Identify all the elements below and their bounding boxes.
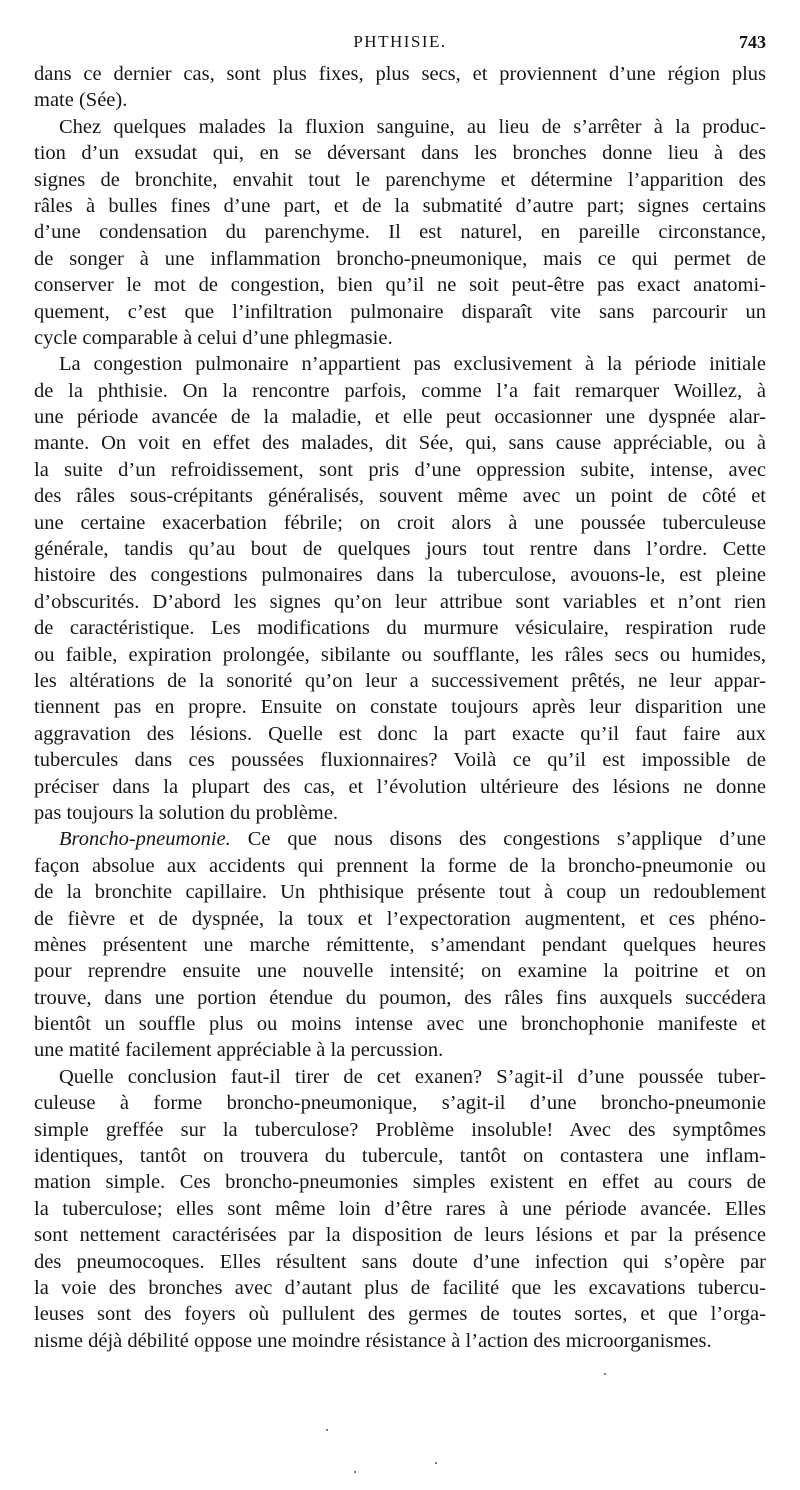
paragraph <box>34 1064 766 1354</box>
text-line: pas toujours la solution du problème. <box>34 801 339 824</box>
text-line: de songer à une inflammation broncho-pneumonique, mais ce qui permet de <box>34 247 766 270</box>
text-line: la suite d’un refroidissement, sont pris d’une oppression subite, intense, avec <box>34 458 766 481</box>
text-line: culeuse à forme broncho-pneumonique, s’agit-il d’une broncho-pneumonie <box>34 1092 766 1115</box>
text-run: Ce que nous disons des congestions s’applique d’une <box>230 828 766 851</box>
text-line: râles à bulles fines d’une part, et de la submatité d’autre part; signes certains <box>34 194 766 217</box>
text-line: ou faible, expiration prolongée, sibilante ou soufflante, les râles secs ou humides, <box>34 643 766 666</box>
text-line: histoire des congestions pulmonaires dans la tuberculose, avouons-le, est pleine <box>34 564 766 587</box>
text-line: simple greffée sur la tuberculose? Problème insoluble! Avec des symptômes <box>34 1118 766 1141</box>
section-heading-inline: Broncho-pneumonie. <box>59 828 231 851</box>
text-line <box>34 826 766 852</box>
text-line: générale, tandis qu’au bout de quelques jours tout rentre dans l’ordre. Cette <box>34 538 766 561</box>
text-line: pour reprendre ensuite une nouvelle intensité; on examine la poitrine et on <box>34 960 766 983</box>
text-line: d’une condensation du parenchyme. Il est naturel, en pareille circonstance, <box>34 221 766 244</box>
text-line: sont nettement caractérisées par la disposition de leurs lésions et par la présence <box>34 1224 766 1247</box>
text-line: mènes présentent une marche rémittente, s’amendant pendant quelques heures <box>34 933 766 956</box>
paragraph <box>34 61 766 114</box>
text-line: une période avancée de la maladie, et elle peut occasionner une dyspnée alar- <box>34 406 766 429</box>
text-line: identiques, tantôt on trouvera du tubercule, tantôt on contastera une inflam- <box>34 1145 766 1168</box>
text-line: la tuberculose; elles sont même loin d’être rares à une période avancée. Elles <box>34 1197 766 1220</box>
text-line: La congestion pulmonaire n’appartient pas exclusivement à la période initiale <box>59 353 766 376</box>
text-line: tion d’un exsudat qui, en se déversant dans les bronches donne lieu à des <box>34 142 766 165</box>
text-line: conserver le mot de congestion, bien qu’il ne soit peut-être pas exact anatomi- <box>34 274 766 297</box>
text-line: signes de bronchite, envahit tout le parenchyme et détermine l’apparition des <box>34 168 766 191</box>
scan-speck <box>604 1373 606 1375</box>
text-line: leuses sont des foyers où pullulent des germes de toutes sortes, et que l’orga- <box>34 1303 766 1326</box>
page-number: 743 <box>739 32 766 52</box>
paragraph <box>34 114 766 352</box>
text-line: d’obscurités. D’abord les signes qu’on leur attribue sont variables et n’ont rien <box>34 590 766 613</box>
text-line: bientôt un souffle plus ou moins intense avec une bronchophonie manifeste et <box>34 1013 766 1036</box>
page-header <box>34 32 766 56</box>
scan-speck <box>326 1429 328 1431</box>
text-line: des pneumocoques. Elles résultent sans doute d’une infection qui s’opère par <box>34 1250 766 1273</box>
text-line: les altérations de la sonorité qu’on leur a successivement prêtés, ne leur appar- <box>34 669 766 692</box>
text-line: façon absolue aux accidents qui prennent la forme de la broncho-pneumonie ou <box>34 854 766 877</box>
text-line: préciser dans la plupart des cas, et l’évolution ultérieure des lésions ne donne <box>34 775 766 798</box>
text-line: tubercules dans ces poussées fluxionnaires? Voilà ce qu’il est impossible de <box>34 749 766 772</box>
text-line: mate (Sée). <box>34 89 128 112</box>
text-line: aggravation des lésions. Quelle est donc la part exacte qu’il faut faire aux <box>34 722 766 745</box>
text-line: une certaine exacerbation fébrile; on croit alors à une poussée tuberculeuse <box>34 511 766 534</box>
text-line: quement, c’est que l’infiltration pulmonaire disparaît vite sans parcourir un <box>34 300 766 323</box>
text-line: de la bronchite capillaire. Un phthisique présente tout à coup un redoublement <box>34 881 766 904</box>
running-head: PHTHISIE. <box>353 32 447 51</box>
text-line: trouve, dans une portion étendue du poumon, des râles fins auxquels succédera <box>34 986 766 1009</box>
text-line: de caractéristique. Les modifications du murmure vésiculaire, respiration rude <box>34 617 766 640</box>
text-line: mation simple. Ces broncho-pneumonies simples existent en effet au cours de <box>34 1171 766 1194</box>
text-line: Quelle conclusion faut-il tirer de cet exanen? S’agit-il d’une poussée tuber- <box>59 1065 766 1088</box>
text-line: de la phthisie. On la rencontre parfois, comme l’a fait remarquer Woillez, à <box>34 379 766 402</box>
scan-speck <box>354 1471 356 1473</box>
text-line: cycle comparable à celui d’une phlegmasie. <box>34 326 393 349</box>
text-line: mante. On voit en effet des malades, dit Sée, qui, sans cause appréciable, ou à <box>34 432 766 455</box>
text-line: nisme déjà débilité oppose une moindre résistance à l’action des microorganismes. <box>34 1329 712 1352</box>
text-line: de fièvre et de dyspnée, la toux et l’expectoration augmentent, et ces phéno- <box>34 907 766 930</box>
text-line: dans ce dernier cas, sont plus fixes, plus secs, et proviennent d’une région plus <box>34 63 766 85</box>
text-line: une matité facilement appréciable à la percussion. <box>34 1039 444 1062</box>
text-line: des râles sous-crépitants généralisés, souvent même avec un point de côté et <box>34 485 766 508</box>
text-line: tiennent pas en propre. Ensuite on constate toujours après leur disparition une <box>34 696 766 719</box>
paragraph <box>34 826 766 1064</box>
text-line: la voie des bronches avec d’autant plus de facilité que les excavations tubercu- <box>34 1276 766 1299</box>
scan-speck <box>435 1462 437 1464</box>
text-line: Chez quelques malades la fluxion sanguine, au lieu de s’arrêter à la produc- <box>59 115 766 138</box>
body-text <box>34 61 766 1354</box>
paragraph <box>34 351 766 826</box>
